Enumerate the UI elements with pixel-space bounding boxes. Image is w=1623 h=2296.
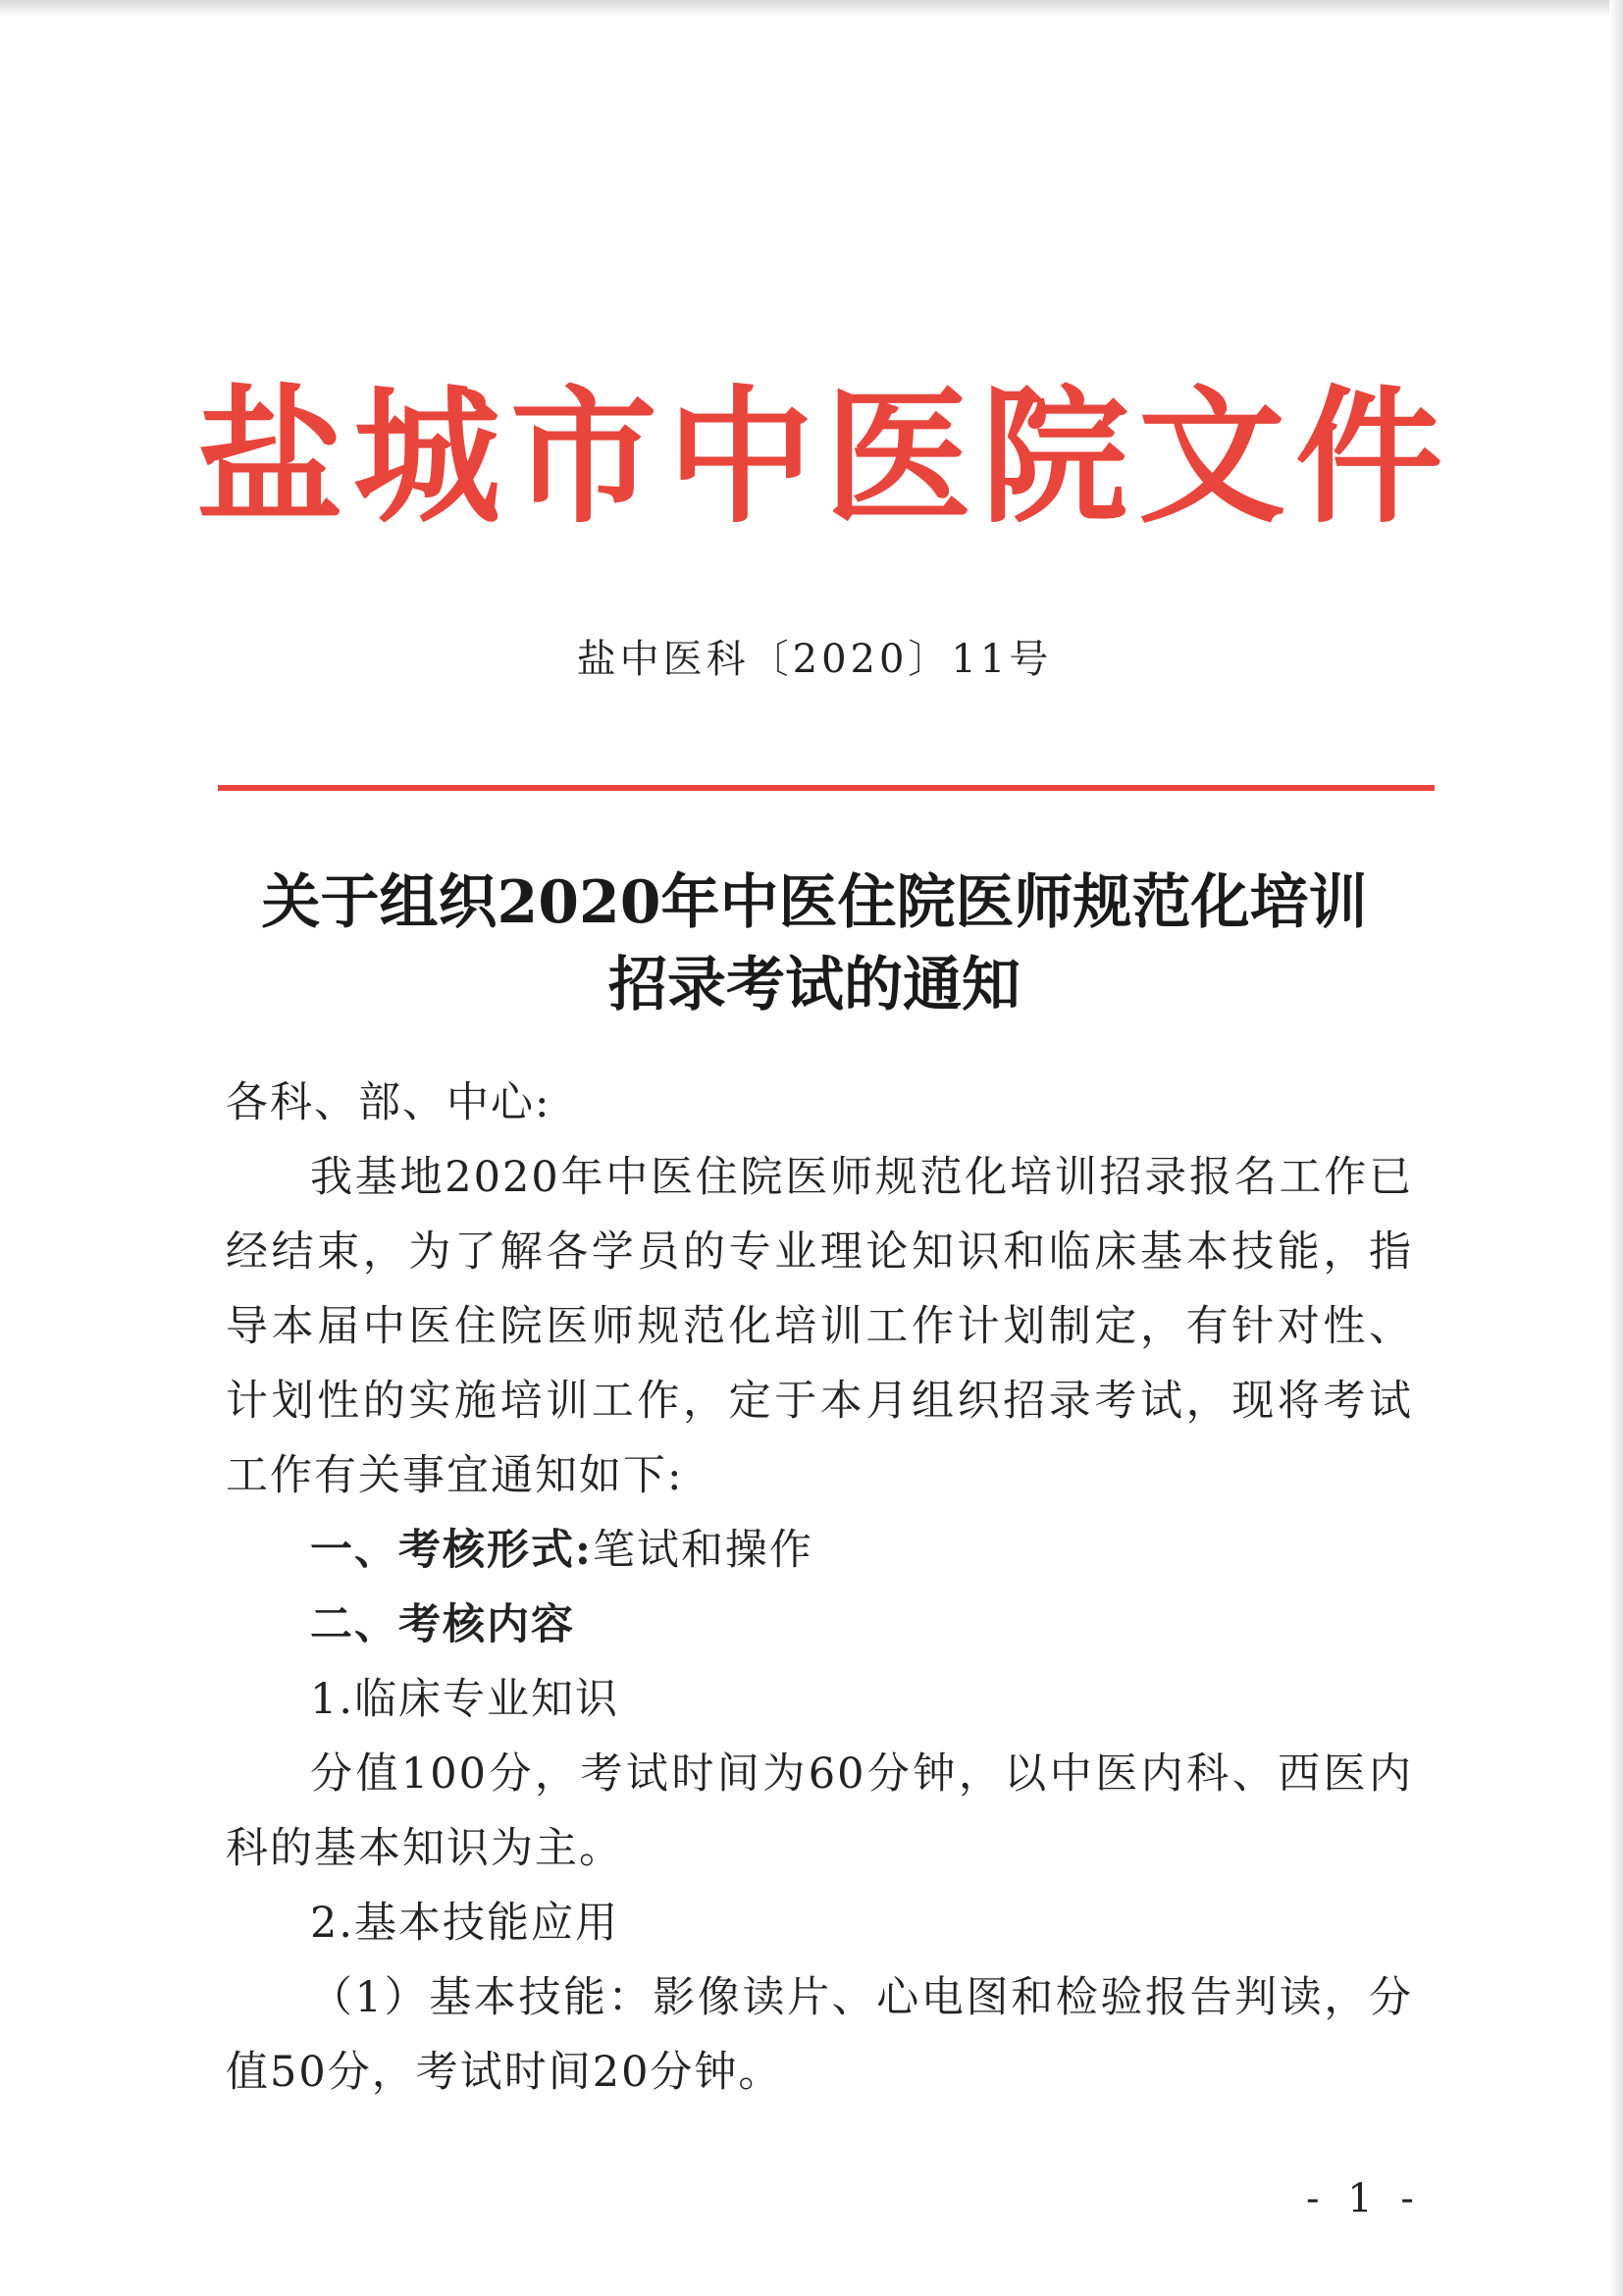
scan-edge-right — [1609, 0, 1623, 2296]
org-header-title: 盐城市中医院文件 — [196, 373, 1453, 544]
section-1-label: 一、考核形式: — [310, 1526, 593, 1575]
scan-edge-top — [0, 0, 1623, 18]
salutation: 各科、部、中心: — [226, 1078, 551, 1127]
page-number: - 1 - — [1306, 2176, 1422, 2221]
item-2-title: 2.基本技能应用 — [310, 1899, 620, 1948]
section-1-text: 笔试和操作 — [592, 1526, 813, 1575]
notice-title-line-2: 招录考试的通知 — [608, 951, 1021, 1019]
section-2-heading: 二、考核内容 — [310, 1600, 575, 1649]
notice-body — [226, 1066, 1413, 2110]
red-separator-rule — [218, 785, 1435, 791]
notice-title — [226, 861, 1403, 1026]
item-1-title: 1.临床专业知识 — [310, 1675, 620, 1724]
notice-title-line-1: 关于组织2020年中医住院医师规范化培训 — [261, 868, 1368, 937]
section-1 — [226, 1513, 1413, 1588]
item-1-text: 分值100分，考试时间为60分钟，以中医内科、西医内科的基本知识为主。 — [226, 1749, 1413, 1873]
intro-paragraph: 我基地2020年中医住院医师规范化培训招录报名工作已经结束，为了解各学员的专业理论知识和临床基本技能，指导本届中医住院医师规范化培训工作计划制定，有针对性、计划性的实施培训工作，定于本月组织招录考试，现将考试工作有关事宜通知如下: — [226, 1153, 1413, 1500]
item-2-sub-1: （1）基本技能：影像读片、心电图和检验报告判读，分值50分，考试时间20分钟。 — [226, 1973, 1413, 2097]
document-number: 盐中医科〔2020〕11号 — [576, 637, 1053, 682]
